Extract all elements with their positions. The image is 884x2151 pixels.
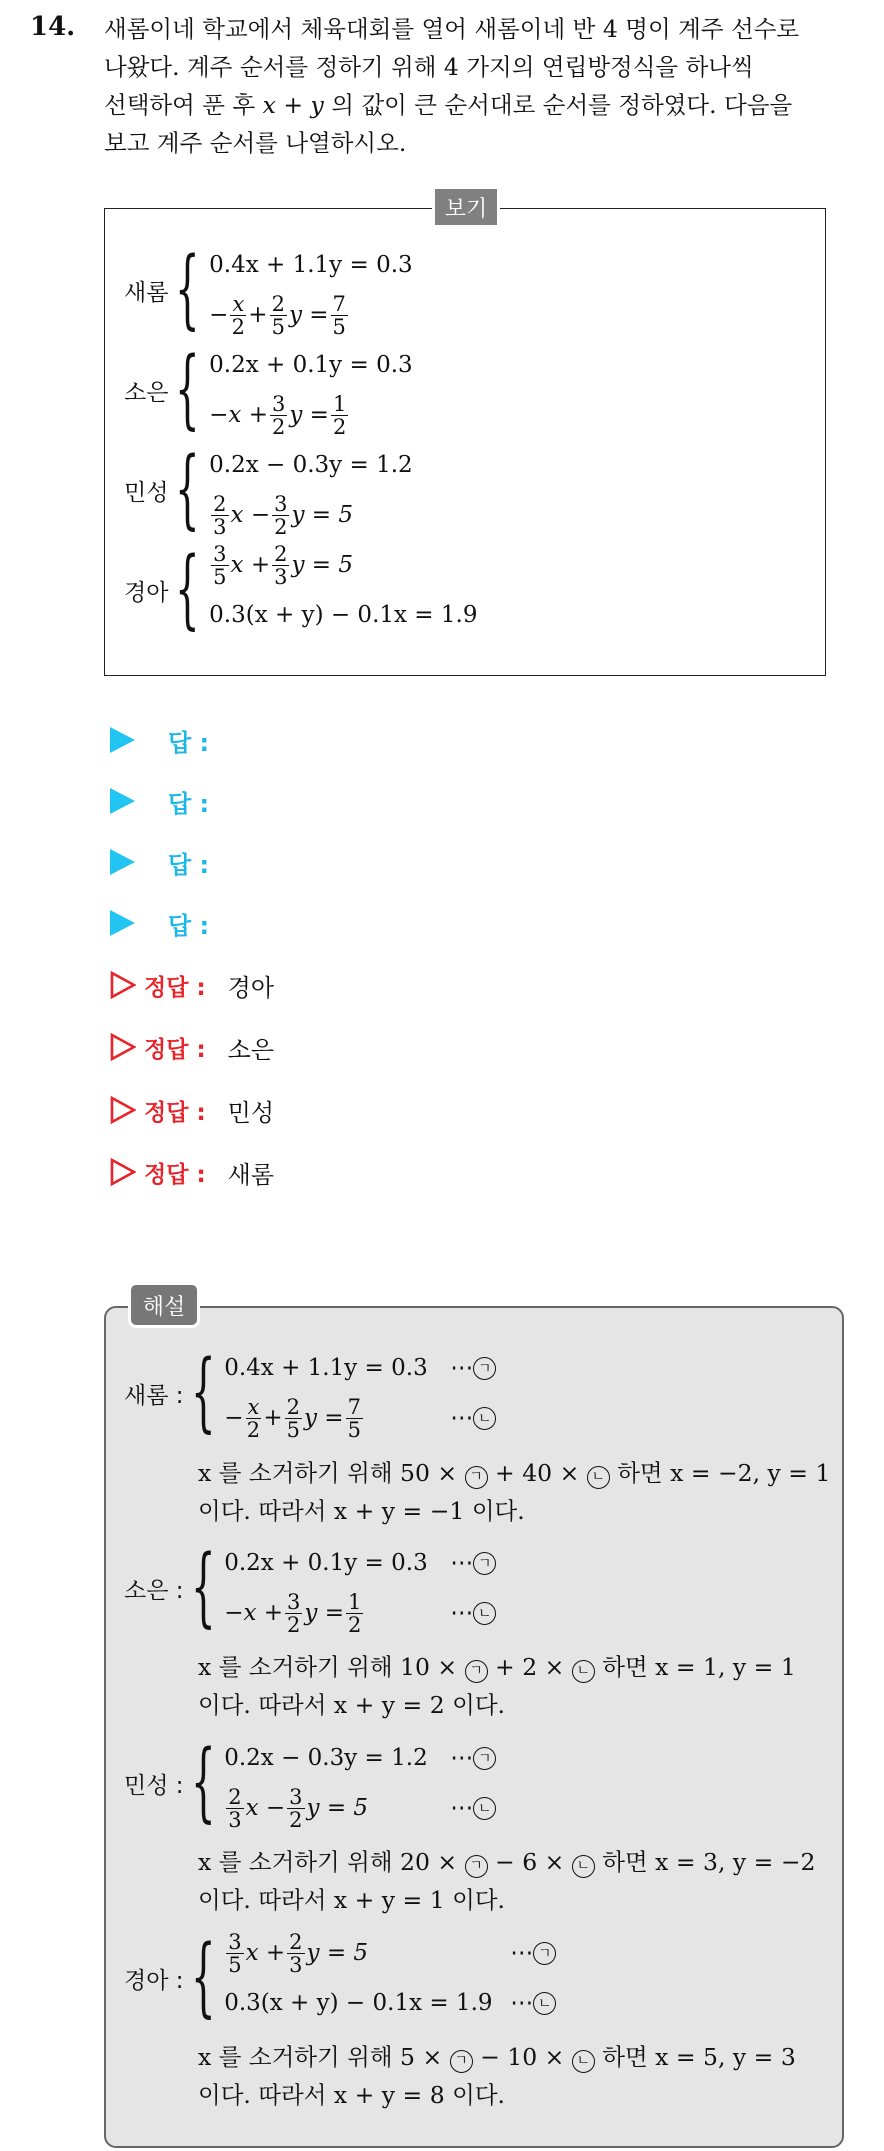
solution-explanation-3: x 를 소거하기 위해 20 × ㄱ − 6 × ㄴ 하면 x = 3, y = −2 이다. 따라서 x + y = 1 이다. bbox=[198, 1848, 816, 1914]
outline-triangle-icon bbox=[110, 1158, 136, 1186]
outline-triangle-icon bbox=[110, 1033, 136, 1061]
correct-value: 경아 bbox=[227, 973, 275, 1002]
play-triangle-icon bbox=[110, 849, 135, 875]
solution-system-soeun bbox=[124, 1538, 496, 1638]
bogi-system-saerom bbox=[124, 240, 413, 340]
question-number: 14. bbox=[30, 12, 76, 42]
play-triangle-icon bbox=[110, 910, 135, 936]
solution-system-minseong bbox=[124, 1733, 496, 1833]
question-line-2: 나왔다. 계주 순서를 정하기 위해 4 가지의 연립방정식을 하나씩 bbox=[104, 53, 754, 81]
circle-giyeok-icon: ㄱ bbox=[473, 1747, 496, 1770]
bogi-name: 민성 bbox=[124, 479, 169, 506]
solution-name: 소은 : bbox=[124, 1577, 184, 1604]
outline-triangle-icon bbox=[110, 971, 136, 999]
correct-label: 정답 : bbox=[144, 1161, 206, 1188]
equation: 0.3(x + y) − 0.1x = 1.9 bbox=[209, 602, 478, 628]
correct-value: 소은 bbox=[227, 1035, 275, 1064]
brace-icon: { bbox=[190, 1342, 216, 1443]
correct-row-4 bbox=[110, 1152, 274, 1192]
brace-icon: { bbox=[175, 539, 201, 640]
answer-row-4[interactable] bbox=[110, 903, 209, 943]
question-line-1: 새롬이네 학교에서 체육대회를 열어 새롬이네 반 4 명이 계주 선수로 bbox=[104, 15, 800, 43]
bogi-name: 소은 bbox=[124, 379, 169, 406]
question-text bbox=[104, 10, 874, 162]
brace-icon: { bbox=[190, 1732, 216, 1833]
brace-icon: { bbox=[175, 439, 201, 540]
correct-value: 새롬 bbox=[227, 1160, 275, 1189]
play-triangle-icon bbox=[110, 727, 135, 753]
equation: 0.2x + 0.1y = 0.3 bbox=[209, 352, 413, 378]
circle-nieun-icon: ㄴ bbox=[473, 1407, 496, 1430]
solution-name: 새롬 : bbox=[124, 1382, 184, 1409]
circle-giyeok-icon: ㄱ bbox=[533, 1942, 556, 1965]
answer-label: 답 : bbox=[168, 789, 210, 818]
answer-label: 답 : bbox=[168, 728, 210, 757]
circle-nieun-icon: ㄴ bbox=[533, 1992, 556, 2015]
bogi-name: 경아 bbox=[124, 579, 169, 606]
answer-row-2[interactable] bbox=[110, 781, 209, 821]
bogi-tag: 보기 bbox=[432, 186, 500, 228]
equation: $\frac{2}{3}$ x − $\frac{3}{2}$ y = 5 ⋯ ㄴ bbox=[224, 1783, 496, 1833]
correct-row-2 bbox=[110, 1027, 274, 1067]
equation: $\frac{3}{5}$ x + $\frac{2}{3}$ y = 5 bbox=[213, 541, 353, 589]
solution-explanation-2: x 를 소거하기 위해 10 × ㄱ + 2 × ㄴ 하면 x = 1, y = 1 이다. 따라서 x + y = 2 이다. bbox=[198, 1653, 796, 1719]
equation: 0.2x + 0.1y = 0.3 ⋯ ㄱ bbox=[224, 1538, 496, 1588]
solution-system-gyeonga bbox=[124, 1928, 556, 2028]
answer-label: 답 : bbox=[168, 911, 210, 940]
answer-label: 답 : bbox=[168, 850, 210, 879]
solution-explanation-4: x 를 소거하기 위해 5 × ㄱ − 10 × ㄴ 하면 x = 5, y = 3 이다. 따라서 x + y = 8 이다. bbox=[198, 2043, 796, 2109]
equation: $\frac{2}{3}$ x − $\frac{3}{2}$ y = 5 bbox=[213, 491, 353, 539]
correct-row-1 bbox=[110, 965, 274, 1005]
brace-icon: { bbox=[190, 1537, 216, 1638]
equation: − $\frac{x}{2}$ + $\frac{2}{5}$ y = $\frac{7}{5}$ bbox=[209, 291, 346, 339]
bogi-system-soeun bbox=[124, 340, 413, 440]
circle-nieun-icon: ㄴ bbox=[473, 1797, 496, 1820]
correct-label: 정답 : bbox=[144, 1099, 206, 1126]
equation: 0.4x + 1.1y = 0.3 ⋯ ㄱ bbox=[224, 1343, 496, 1393]
outline-triangle-icon bbox=[110, 1096, 136, 1124]
equation: 0.2x − 0.3y = 1.2 ⋯ ㄱ bbox=[224, 1733, 496, 1783]
equation: 0.3(x + y) − 0.1x = 1.9 ⋯ ㄴ bbox=[224, 1978, 556, 2028]
solution-tag: 해설 bbox=[128, 1282, 200, 1328]
bogi-system-gyeonga bbox=[124, 540, 477, 640]
equation: 0.4x + 1.1y = 0.3 bbox=[209, 252, 413, 278]
correct-row-3 bbox=[110, 1090, 274, 1130]
equation: −x + $\frac{3}{2}$ y = $\frac{1}{2}$ ⋯ ㄴ bbox=[224, 1588, 496, 1638]
circle-nieun-icon: ㄴ bbox=[473, 1602, 496, 1625]
solution-system-saerom bbox=[124, 1343, 496, 1443]
brace-icon: { bbox=[175, 339, 201, 440]
brace-icon: { bbox=[190, 1927, 216, 2028]
equation: 0.2x − 0.3y = 1.2 bbox=[209, 452, 413, 478]
question-line-3: 선택하여 푼 후 x + y 의 값이 큰 순서대로 순서를 정하였다. 다음을 bbox=[104, 91, 793, 119]
bogi-name: 새롬 bbox=[124, 279, 169, 306]
equation: $\frac{3}{5}$ x + $\frac{2}{3}$ y = 5 ⋯ ㄱ bbox=[224, 1928, 556, 1978]
brace-icon: { bbox=[175, 239, 201, 340]
circle-giyeok-icon: ㄱ bbox=[473, 1552, 496, 1575]
circle-giyeok-icon: ㄱ bbox=[473, 1357, 496, 1380]
answer-row-1[interactable] bbox=[110, 720, 209, 760]
question-line-4: 보고 계주 순서를 나열하시오. bbox=[104, 129, 407, 157]
answer-row-3[interactable] bbox=[110, 842, 209, 882]
bogi-system-minseong bbox=[124, 440, 413, 540]
solution-name: 민성 : bbox=[124, 1772, 184, 1799]
solution-explanation-1: x 를 소거하기 위해 50 × ㄱ + 40 × ㄴ 하면 x = −2, y = 1 이다. 따라서 x + y = −1 이다. bbox=[198, 1459, 831, 1525]
correct-value: 민성 bbox=[227, 1098, 275, 1127]
equation: − $\frac{x}{2}$ + $\frac{2}{5}$ y = $\frac{7}{5}$ ⋯ ㄴ bbox=[224, 1393, 496, 1443]
solution-name: 경아 : bbox=[124, 1967, 184, 1994]
equation: −x + $\frac{3}{2}$ y = $\frac{1}{2}$ bbox=[209, 391, 347, 439]
correct-label: 정답 : bbox=[144, 1036, 206, 1063]
correct-label: 정답 : bbox=[144, 974, 206, 1001]
play-triangle-icon bbox=[110, 788, 135, 814]
